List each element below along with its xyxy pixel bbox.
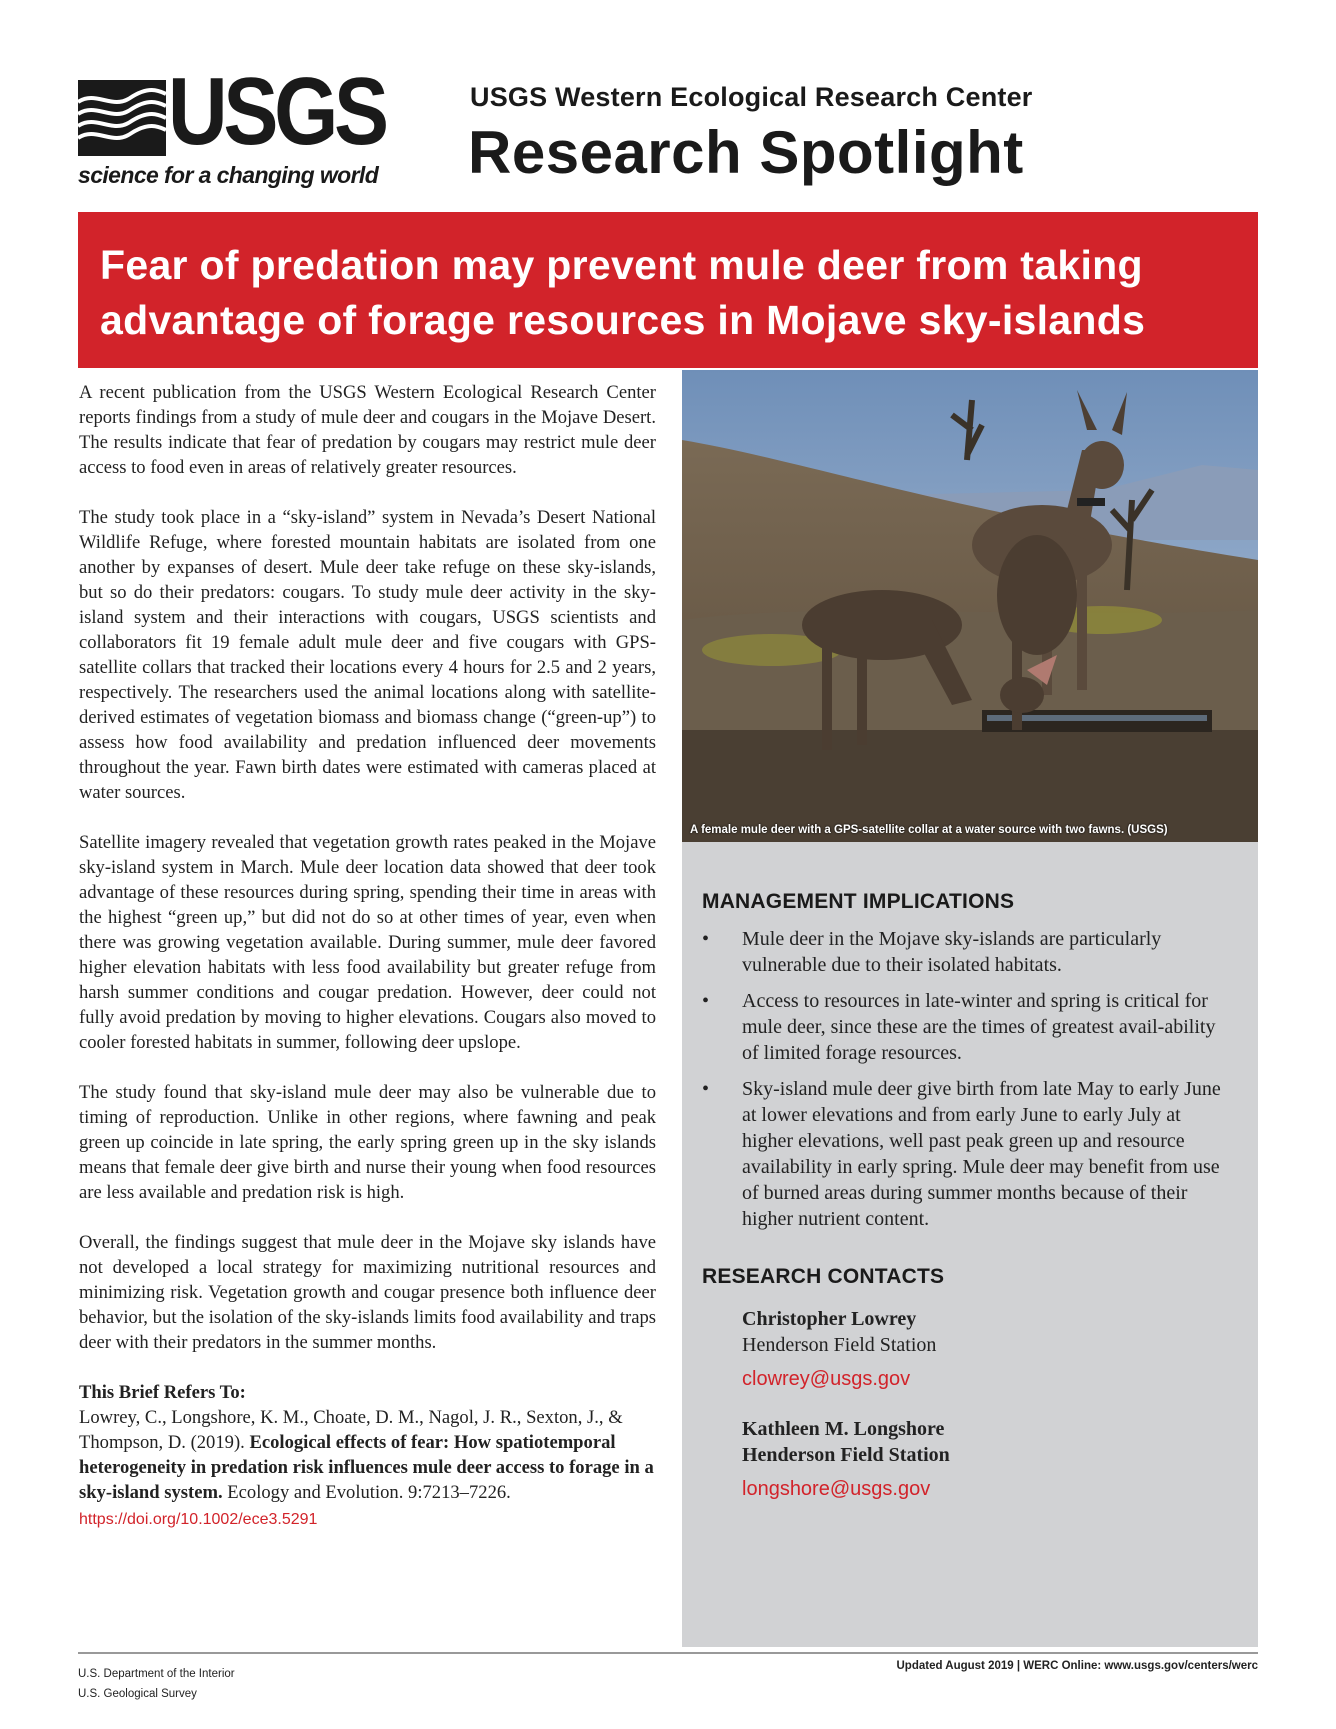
article-paragraph: The study found that sky-island mule deer may also be vulnerable due to timing of reproduction. Unlike in other regions, where fawning and peak green up coincide in late spring, the early spring green up in the sky islands means that female deer give birth and nurse their young when food resources are less available and predation risk is high. — [79, 1082, 656, 1203]
contact-name: Christopher Lowrey — [742, 1308, 917, 1330]
implications-heading: MANAGEMENT IMPLICATIONS — [702, 890, 1015, 913]
article-paragraph: Satellite imagery revealed that vegetation growth rates peaked in the Mojave sky-island system in March. Mule deer location data showed that deer took advantage of these resources during spring, spending their time in areas with the highest “green up,” but did not do so at other times of year, even when there was growing vegetation available. During summer, mule deer favored higher elevation habitats with less food availability but greater refuge from harsh summer conditions and cougar predation. However, deer could not fully avoid predation by moving to higher elevations. Cougars also moved to cooler forested habitats in summer, following deer upslope. — [79, 832, 656, 1053]
usgs-wave-logo-icon — [78, 80, 166, 156]
title-banner — [78, 212, 1258, 368]
footer-divider — [78, 1652, 1258, 1654]
reference-authors: Lowrey, C., Longshore, K. M., Choate, D. M., Nagol, J. R., Sexton, J., & Thompson, D. (2019). — [79, 1407, 623, 1453]
deer-photo — [682, 370, 1258, 842]
footer-updated: Updated August 2019 | WERC Online: www.usgs.gov/centers/werc — [896, 1660, 1258, 1672]
contact-name: Kathleen M. Longshore — [742, 1418, 945, 1440]
article-paragraph: A recent publication from the USGS Western Ecological Research Center reports findings from a study of mule deer and cougars in the Mojave Desert. The results indicate that fear of predation by cougars may restrict mule deer access to food even in areas of relatively greater resources. — [79, 382, 656, 478]
doi-link[interactable]: https://doi.org/10.1002/ece3.5291 — [79, 1511, 318, 1528]
list-item: • Access to resources in late-winter and spring is critical for mule deer, since these are the times of greatest avail-ability of limited forage resources. — [702, 990, 1216, 1064]
logo-wordmark: USGS — [168, 58, 385, 165]
list-item: • Mule deer in the Mojave sky-islands are particularly vulnerable due to their isolated habitats. — [702, 928, 1162, 976]
reference-citation — [79, 1405, 656, 1532]
contacts-heading: RESEARCH CONTACTS — [702, 1265, 945, 1288]
implications-list — [702, 926, 1232, 1242]
contact-card — [742, 1306, 936, 1392]
usgs-logo — [78, 58, 388, 193]
bullet: • — [702, 928, 710, 950]
bullet: • — [702, 1078, 710, 1100]
contact-email-link[interactable]: longshore@usgs.gov — [742, 1478, 931, 1500]
footer-agency — [78, 1664, 235, 1704]
contact-station: Henderson Field Station — [742, 1334, 937, 1356]
contact-email-link[interactable]: clowrey@usgs.gov — [742, 1368, 911, 1390]
article-title: Fear of predation may prevent mule deer from taking advantage of forage resources in Mojave sky-islands — [100, 242, 1146, 343]
reference-journal: Ecology and Evolution. 9:7213–7226. — [227, 1482, 511, 1503]
center-name: USGS Western Ecological Research Center — [470, 82, 1033, 112]
photo-caption: A female mule deer with a GPS-satellite collar at a water source with two fawns. (USGS) — [690, 824, 1168, 836]
reference-heading: This Brief Refers To: — [79, 1382, 246, 1403]
footer-survey: U.S. Geological Survey — [78, 1688, 197, 1700]
reference-title: Ecological effects of fear: How spatiotemporal heterogeneity in predation risk influences mule deer access to forage in a sky-island system. — [79, 1432, 654, 1503]
contact-card — [742, 1416, 950, 1502]
footer-department: U.S. Department of the Interior — [78, 1668, 235, 1680]
bullet: • — [702, 990, 710, 1012]
series-title: Research Spotlight — [468, 119, 1024, 186]
article-body — [79, 380, 656, 1532]
sidebar-panel — [682, 842, 1258, 1647]
article-paragraph: The study took place in a “sky-island” system in Nevada’s Desert National Wildlife Refuge, where forested mountain habitats are isolated from one another by expanses of desert. Mule deer take refuge on these sky-islands, but so do their predators: cougars. To study mule deer activity in the sky-island system and their interactions with cougars, USGS scientists and collaborators fit 19 female adult mule deer and five cougars with GPS-satellite collars that tracked their locations every 4 hours for 2.5 and 2 years, respectively. The researchers used the animal locations along with satellite-derived estimates of vegetation biomass and biomass change (“green-up”) to assess how food availability and predation influenced deer movements throughout the year. Fawn birth dates were estimated with cameras placed at water sources. — [79, 507, 656, 803]
list-item: • Sky-island mule deer give birth from late May to early June at lower elevations and from early June to early July at higher elevations, well past peak green up and resource availability in early spring. Mule deer may benefit from use of burned areas during summer months because of their higher nutrient content. — [702, 1078, 1221, 1230]
contact-station: Henderson Field Station — [742, 1444, 950, 1466]
logo-tagline: science for a changing world — [78, 162, 379, 188]
reference-block — [79, 1380, 656, 1532]
article-paragraph: Overall, the findings suggest that mule deer in the Mojave sky islands have not developed a local strategy for maximizing nutritional resources and minimizing risk. Vegetation growth and cougar presence both influence deer behavior, but the isolation of the sky-islands limits food availability and traps deer with their predators in the summer months. — [79, 1232, 656, 1353]
